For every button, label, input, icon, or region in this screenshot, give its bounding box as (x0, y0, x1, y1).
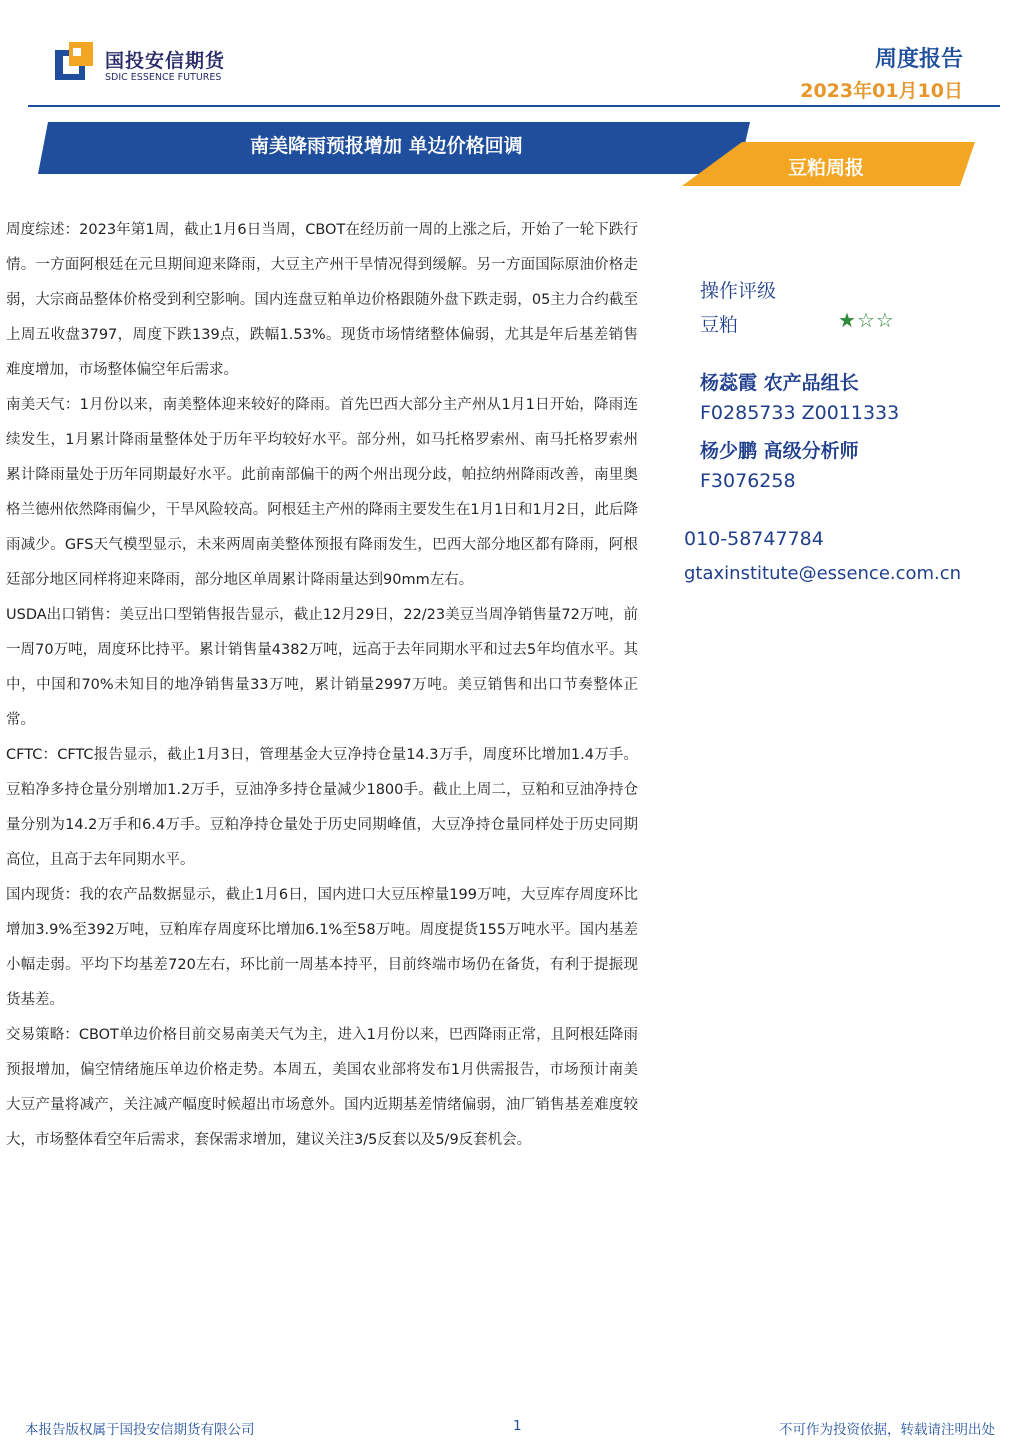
company-logo (55, 42, 255, 92)
analyst-2-license: F3076258 (700, 470, 796, 492)
contact-email[interactable]: gtaxinstitute@essence.com.cn (684, 563, 962, 584)
title-banner (0, 118, 1025, 190)
paragraph-trading-strategy: 交易策略：CBOT单边价格目前交易南美天气为主，进入1月份以来，巴西降雨正常，且阿根廷降雨预报增加，偏空情绪施压单边价格走势。本周五，美国农业部将发布1月供需报告，市场预计南美大豆产量将减产，关注减产幅度时候超出市场意外。国内近期基差情绪偏弱，油厂销售基差难度较大，市场整体看空年后需求，套保需求增加，建议关注3/5反套以及5/9反套机会。 (6, 1027, 638, 1148)
paragraph-usda-export-sales: USDA出口销售：美豆出口型销售报告显示，截止12月29日，22/23美豆当周净销售量72万吨，前一周70万吨，周度环比持平。累计销售量4382万吨，远高于去年同期水平和过去5年均值水平。其中，中国和70%未知目的地净销售量33万吨，累计销量2997万吨。美豆销售和出口节奏整体正常。 (6, 607, 638, 728)
contact-phone: 010-58747784 (684, 528, 824, 550)
rating-product: 豆粕 (700, 314, 739, 336)
analyst-2-name: 杨少鹏 高级分析师 (700, 440, 859, 462)
star-filled-icon: ★ (838, 308, 856, 332)
analyst-1-name: 杨蕊霞 农产品组长 (700, 372, 859, 394)
paragraph-domestic-spot: 国内现货：我的农产品数据显示，截止1月6日，国内进口大豆压榨量199万吨，大豆库存周度环比增加3.9%至392万吨，豆粕库存周度环比增加6.1%至58万吨。周度提货155万吨水平。国内基差小幅走弱。平均下均基差720左右，环比前一周基本持平，目前终端市场仍在备货，有利于提振现货基差。 (6, 887, 638, 1008)
star-empty-icon: ☆ (856, 308, 875, 332)
analyst-1-license: F0285733 Z0011333 (700, 402, 900, 424)
report-date: 2023年01月10日 (800, 80, 963, 102)
page-number: 1 (513, 1418, 522, 1434)
header-divider (28, 105, 1000, 107)
report-body (6, 213, 638, 1158)
report-title: 南美降雨预报增加 单边价格回调 (250, 135, 523, 157)
rating-title: 操作评级 (700, 280, 777, 302)
footer-copyright: 本报告版权属于国投安信期货有限公司 (25, 1422, 255, 1438)
logo-text-cn: 国投安信期货 (105, 50, 226, 72)
paragraph-cftc: CFTC：CFTC报告显示，截止1月3日，管理基金大豆净持仓量14.3万手，周度环比增加1.4万手。豆粕净多持仓量分别增加1.2万手，豆油净多持仓量减少1800手。截止上周二，豆粕和豆油净持仓量分别为14.2万手和6.4万手。豆粕净持仓量处于历史同期峰值，大豆净持仓量同样处于历史同期高位，且高于去年同期水平。 (6, 747, 638, 868)
star-empty-icon: ☆ (875, 308, 894, 332)
logo-mark-icon (55, 42, 95, 84)
paragraph-south-america-weather: 南美天气：1月份以来，南美整体迎来较好的降雨。首先巴西大部分主产州从1月1日开始，降雨连续发生，1月累计降雨量整体处于历年平均较好水平。部分州，如马托格罗索州、南马托格罗索州累计降雨量处于历年同期最好水平。此前南部偏干的两个州出现分歧，帕拉纳州降雨改善，南里奥格兰德州依然降雨偏少，干旱风险较高。阿根廷主产州的降雨主要发生在1月1日和1月2日，此后降雨减少。GFS天气模型显示，未来两周南美整体预报有降雨发生，巴西大部分地区都有降雨，阿根廷部分地区同样将迎来降雨，部分地区单周累计降雨量达到90mm左右。 (6, 397, 638, 588)
report-category-tag: 豆粕周报 (788, 157, 865, 179)
paragraph-weekly-summary: 周度综述：2023年第1周，截止1月6日当周，CBOT在经历前一周的上涨之后，开始了一轮下跌行情。一方面阿根廷在元旦期间迎来降雨，大豆主产州干旱情况得到缓解。另一方面国际原油价格走弱，大宗商品整体价格受到利空影响。国内连盘豆粕单边价格跟随外盘下跌走弱，05主力合约截至上周五收盘3797，周度下跌139点，跌幅1.53%。现货市场情绪整体偏弱，尤其是年后基差销售难度增加，市场整体偏空年后需求。 (6, 222, 638, 378)
footer-disclaimer: 不可作为投资依据，转载请注明出处 (779, 1422, 995, 1438)
report-type: 周度报告 (874, 47, 963, 72)
rating-stars (838, 308, 895, 332)
logo-text-en: SDIC ESSENCE FUTURES (105, 72, 222, 83)
